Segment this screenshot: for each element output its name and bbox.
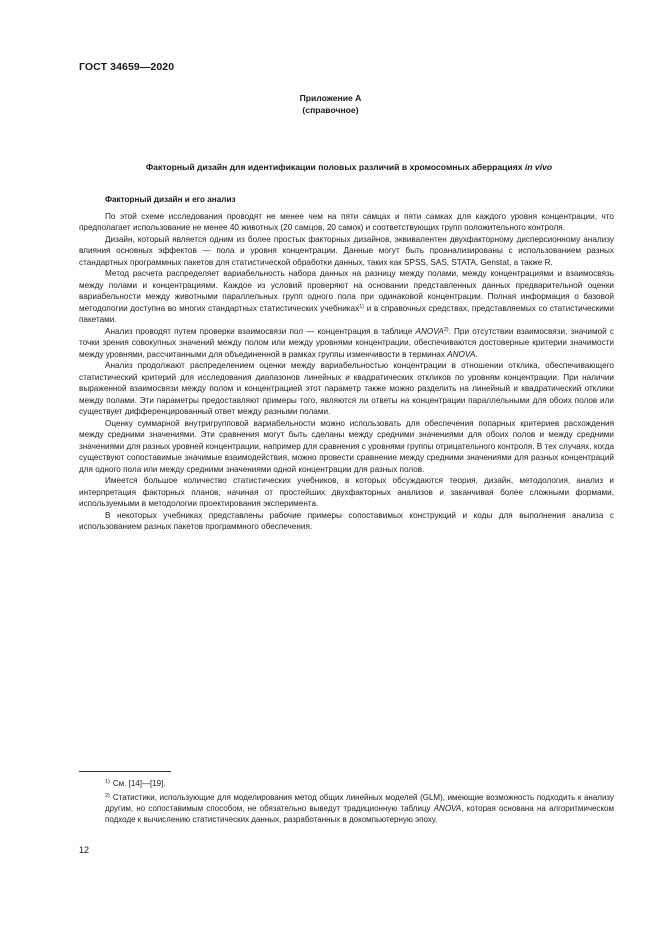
footnote-2-mark: 2) <box>105 793 110 799</box>
paragraph-4-text-b: . При отсутствии взаимосвязи, значимой с точки зрения совокупных значений между полом или между уровнями концентрации, обеспечиваются достоверные критерии значимости между уровнями, рассчитанными для объединенной в рамках группы изменчивости в терминах <box>79 326 614 359</box>
appendix-subtitle: (справочное) <box>302 105 359 115</box>
main-title-text: Факторный дизайн для идентификации половых различий в хромосомных аберрациях <box>145 162 525 172</box>
paragraph-2: Дизайн, который является одним из более простых факторных дизайнов, эквивалентен двухфакторному дисперсионному анализу влияния основных эффектов — пола и уровня концентрации. Данные могут быть проанализированы с использованием разных стандартных программных пакетов для статистической обработки данных, таких как SPSS, SAS, STATA, Genstat, а также R. <box>79 234 614 267</box>
footnote-ref-1[interactable]: 1) <box>359 303 365 310</box>
footnote-2-anova: ANOVA <box>433 804 462 813</box>
paragraph-7: Имеется большое количество статистических учебников, в которых обсуждаются теория, дизайн, методология, анализ и интерпретация факторных планов, начиная от простейших двухфакторных анализов и заканчивая более сложными формами, используемыми в методологии проектирования эксперимента. <box>79 476 614 508</box>
paragraph-4-anova-1: ANOVA <box>415 326 444 336</box>
appendix-main-title <box>79 162 619 172</box>
footnote-ref-2[interactable]: 2) <box>443 326 449 333</box>
footnote-2-text-a: Статистики, использующие для моделирования метод общих линейных моделей (GLM), имеющие возможность подходить к анализу другим, но сопоставимым способом, не обязательно выведут традиционную таблицу <box>105 793 614 813</box>
paragraph-3-text-b: и в справочных средствах, представляемых со статистическими пакетами. <box>79 303 614 324</box>
paragraph-4-anova-2: ANOVA <box>447 349 476 359</box>
paragraph-3-text-a: Метод расчета распределяет вариабельность набора данных на разницу между полами, между концентрациями и взаимосвязь между полами и концентрациями. Каждое из условий проверяют на основании представленных данных предварительной оценки вариабельности между животными параллельных групп одного пола при одинаковой концентрации. Полная информация о базовой методологии доступна во многих стандартных статистических учебниках <box>79 269 614 313</box>
paragraph-4-text-c: . <box>475 349 478 359</box>
footnote-2 <box>79 792 614 825</box>
paragraph-4-text-a: Анализ проводят путем проверки взаимосвязи пол — концентрация в таблице <box>105 326 416 336</box>
body-text <box>79 194 614 533</box>
footnote-1-text: См. [14]—[19]. <box>112 779 166 788</box>
paragraph-4 <box>79 326 614 361</box>
footnote-2-text-b: , которая основана на алгоритмическом подходе к вычислению статистических данных, разработанных в докомпьютерную эпоху. <box>105 804 614 824</box>
standard-header: ГОСТ 34659—2020 <box>79 61 175 73</box>
main-title-italic: in vivo <box>524 162 553 172</box>
page-number: 12 <box>79 845 90 855</box>
paragraph-6: Оценку суммарной внутригрупповой вариабельности можно использовать для обеспечения попарных критериев расхождения между средними значениями. Эти сравнения могут быть сделаны между средними значениями для обоих полов и между средними значениями для разных уровней концентрации, например для сравнения с уровнями группы отрицательного контроля. В тех случаях, когда существуют сопоставимые значимые взаимодействия, можно провести сравнение между средними значениями для разных концентраций для одного пола или между средними значениями одной концентрации для разных полов. <box>79 418 614 474</box>
appendix-heading <box>0 92 661 116</box>
footnotes <box>79 778 614 828</box>
paragraph-8: В некоторых учебниках представлены рабочие примеры сопоставимых конструкций и коды для выполнения анализа с использованием разных пакетов программного обеспечения. <box>79 510 614 531</box>
paragraph-3 <box>79 268 614 326</box>
footnote-1-mark: 1) <box>105 779 110 785</box>
footnote-divider <box>79 771 171 772</box>
footnote-1 <box>79 778 614 789</box>
paragraph-5: Анализ продолжают распределением оценки между вариабельностью концентрации в отношении отклика, обеспечивающего статистический критерий для исследования диапазонов линейных и квадратических откликов по уровням концентрации. При наличии выраженной взаимосвязи между полом и концентрацией этот параметр также можно разделить на линейный и квадратический отклики между полами. Эти параметры предоставляют примеры того, являются ли ответы на концентрации параллельными для обоих полов или существует дифференцированный ответ между разными полами. <box>79 361 614 416</box>
section-heading: Факторный дизайн и его анализ <box>105 195 236 204</box>
appendix-title: Приложение А <box>299 93 362 103</box>
paragraph-1: По этой схеме исследования проводят не менее чем на пяти самцах и пяти самках для каждого уровня концентрации, что предполагает использование не менее 40 животных (20 самцов, 20 самок) и соответствующих групп положительного контроля. <box>79 211 614 232</box>
